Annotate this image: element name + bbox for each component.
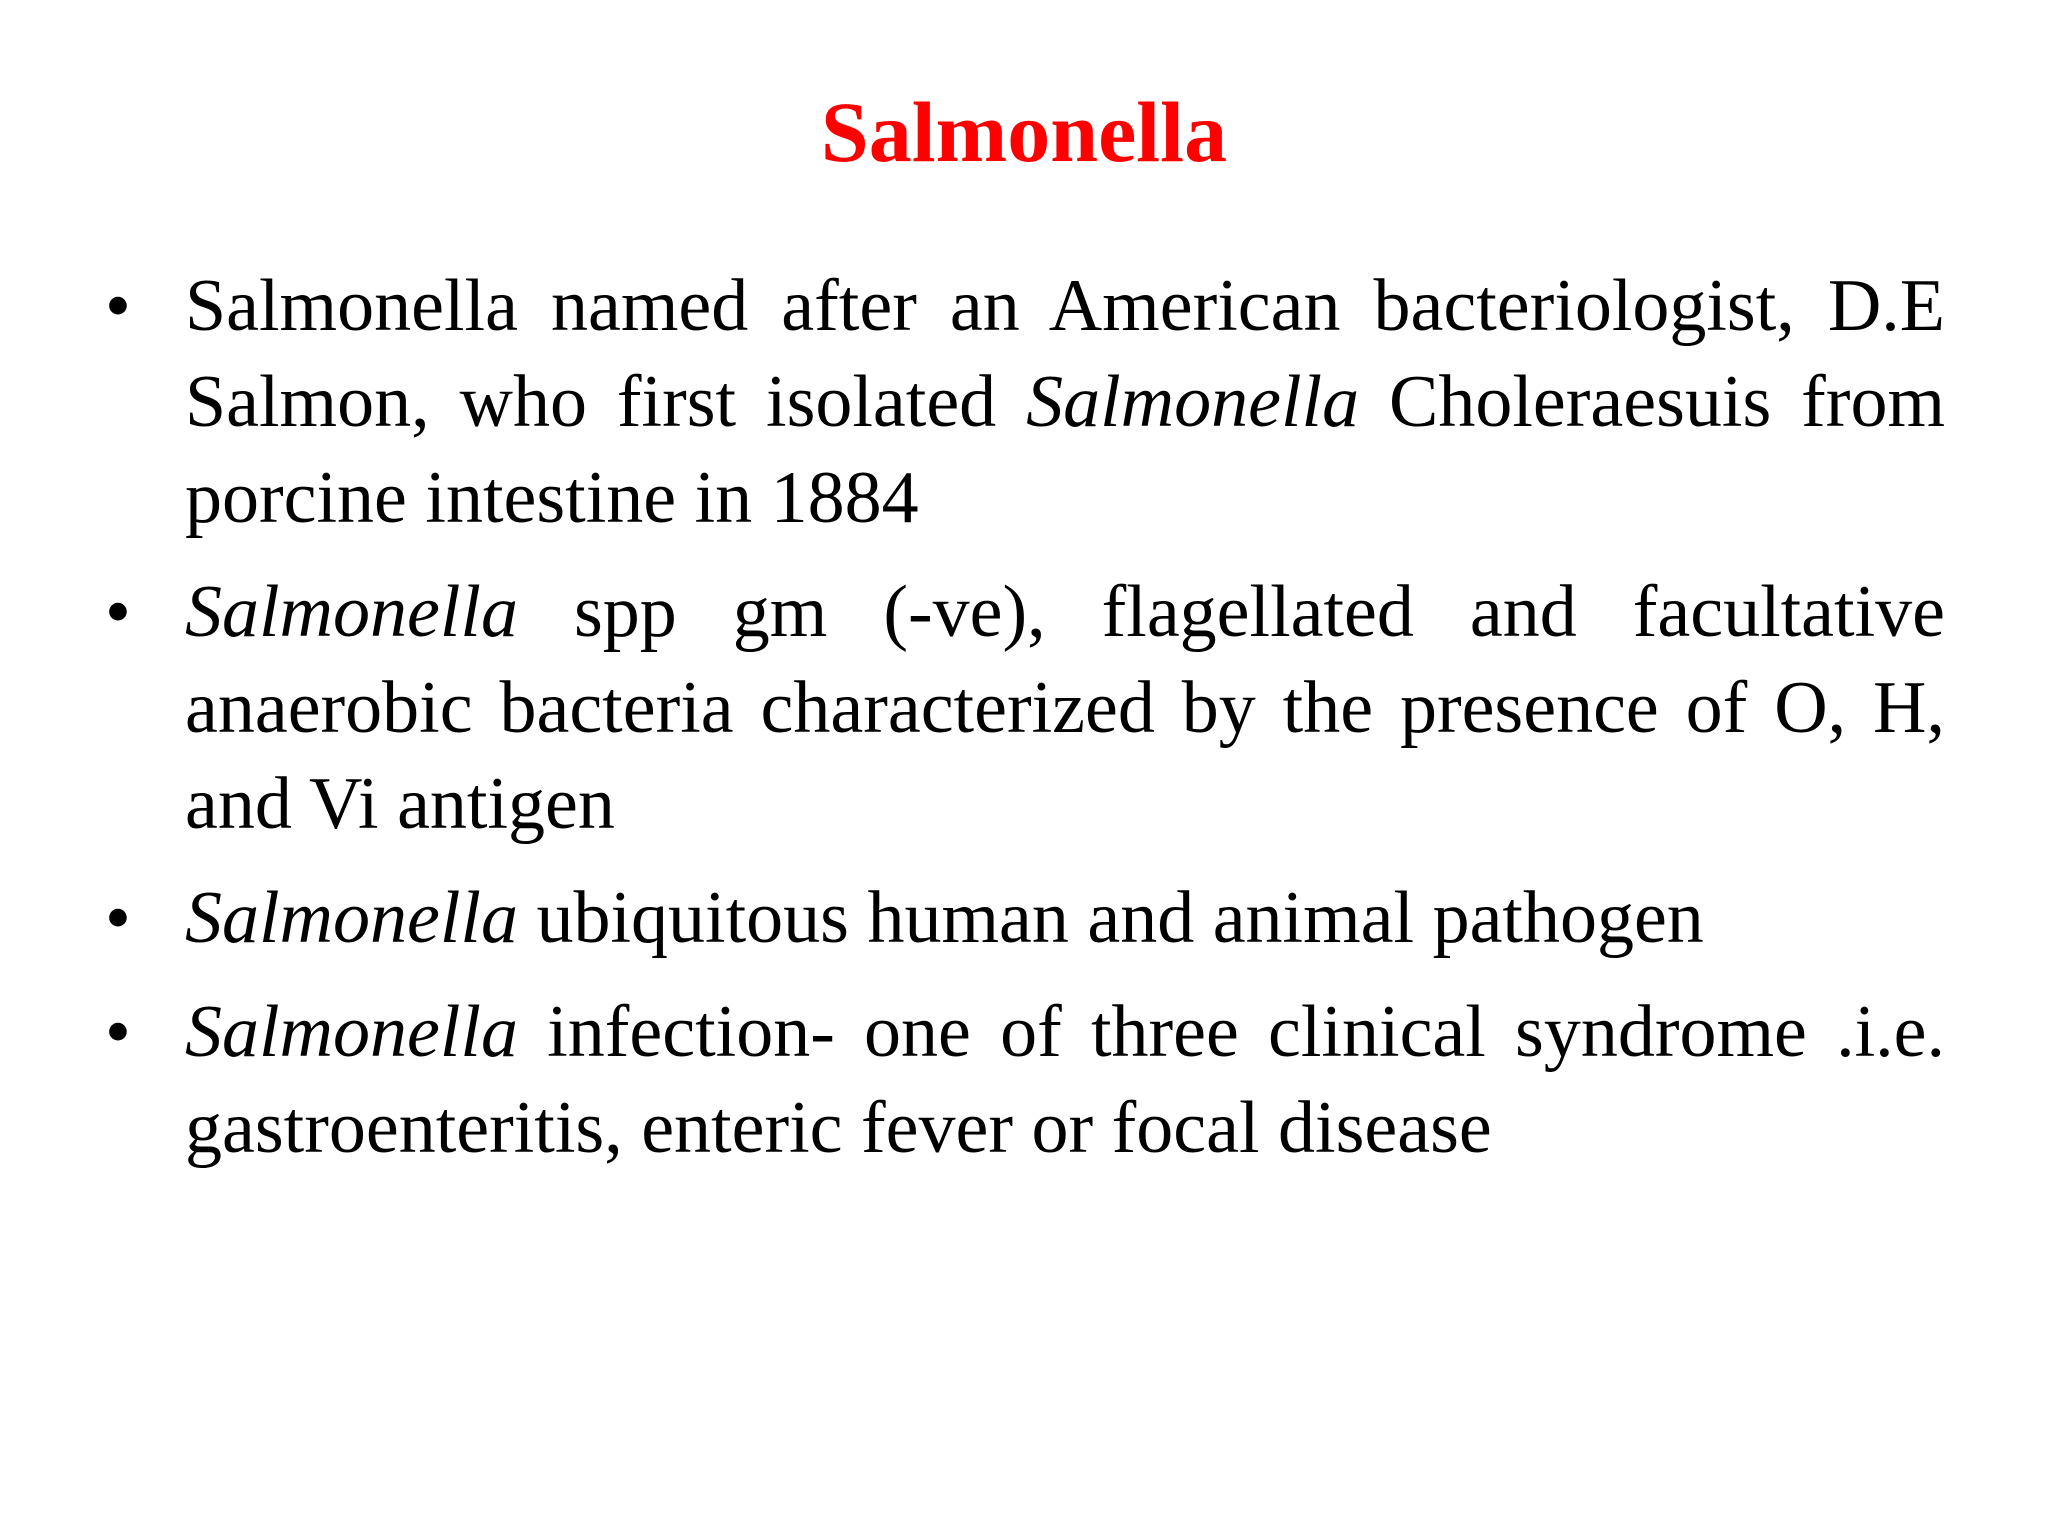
slide-title: Salmonella: [820, 84, 1228, 180]
bullet-item-2: [105, 564, 1945, 852]
bullet-icon: •: [105, 571, 131, 653]
bullet-text-part: Choleraesuis from porcine intestine in 1884: [185, 361, 1946, 539]
bullet-text-part: ubiquitous human and animal pathogen: [517, 877, 1704, 959]
bullet-text-part-italic: Salmonella: [185, 991, 518, 1073]
bullet-item-3: [105, 870, 1945, 966]
bullet-text-part-italic: Salmonella: [185, 877, 518, 959]
bullet-text: [185, 265, 1945, 539]
bullet-text: [185, 991, 1945, 1169]
bullet-icon: •: [105, 265, 131, 347]
bullet-text-part-italic: Salmonella: [185, 571, 518, 653]
bullet-item-4: [105, 984, 1945, 1176]
bullet-item-1: [105, 258, 1945, 546]
bullet-icon: •: [105, 877, 131, 959]
bullet-text-part: Salmonella named after an American bacteriologist, D.E Salmon, who first isolated: [185, 265, 1945, 443]
bullet-text-part-italic: Salmonella: [1026, 361, 1360, 443]
bullet-text-part: infection- one of three clinical syndrome .i.e. gastroenteritis, enteric fever or focal disease: [185, 991, 1945, 1169]
bullet-text: [185, 877, 1704, 959]
bullet-text: [185, 571, 1945, 845]
bullet-icon: •: [105, 991, 131, 1073]
bullet-text-part: spp gm (-ve), flagellated and facultative anaerobic bacteria characterized by the presence of O, H, and Vi antigen: [185, 571, 1945, 845]
bullet-list: [105, 258, 1945, 1194]
